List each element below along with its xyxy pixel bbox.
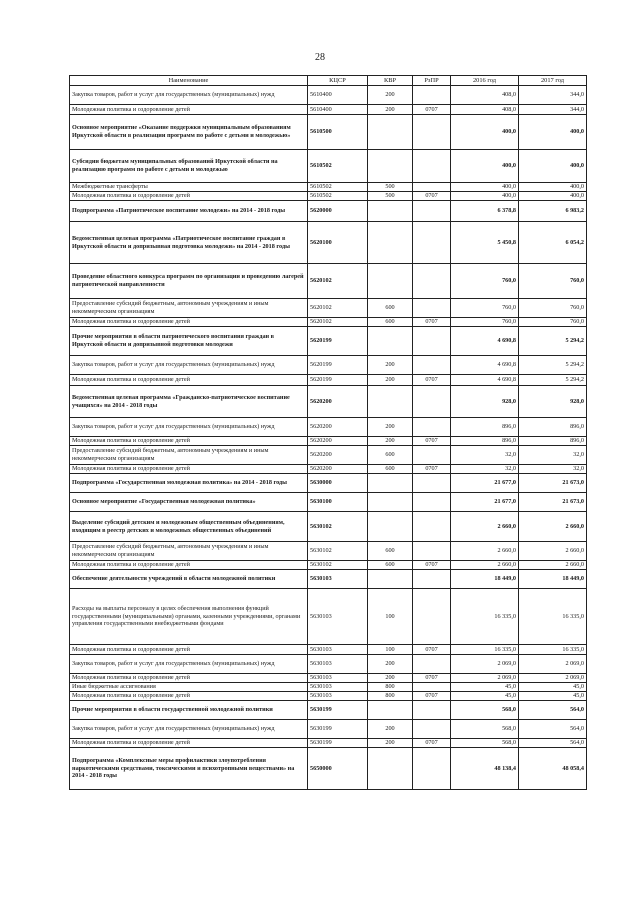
row-rzpr-cell: 0707: [413, 375, 451, 386]
row-kvr-cell: 800: [368, 692, 413, 701]
row-name-cell: Основное мероприятие «Оказание поддержки муниципальным образованиям Иркутской области в реализации программ по работе с детьми и молодежью»: [70, 115, 308, 150]
table-row: [70, 418, 587, 437]
row-kcsr-cell: 5620102: [308, 299, 368, 318]
row-rzpr-cell: 0707: [413, 105, 451, 115]
row-name-cell: Молодежная политика и оздоровление детей: [70, 318, 308, 327]
row-kvr-cell: 100: [368, 645, 413, 655]
row-name-cell: Подпрограмма «Государственная молодежная политика» на 2014 - 2018 годы: [70, 474, 308, 493]
row-name-cell: Выделение субсидий детским и молодежным общественным объединениям, входящим в реестр детских и молодежных общественных объединений: [70, 512, 308, 542]
row-2016-cell: 400,0: [451, 115, 519, 150]
row-rzpr-cell: 0707: [413, 192, 451, 201]
row-kcsr-cell: 5620199: [308, 375, 368, 386]
table-row: [70, 739, 587, 748]
row-kvr-cell: 200: [368, 105, 413, 115]
row-2017-cell: 400,0: [519, 192, 587, 201]
row-name-cell: Закупка товаров, работ и услуг для государственных (муниципальных) нужд: [70, 418, 308, 437]
table-row: [70, 589, 587, 645]
row-2016-cell: 760,0: [451, 264, 519, 299]
row-rzpr-cell: 0707: [413, 645, 451, 655]
table-row: [70, 386, 587, 418]
table-row: [70, 701, 587, 720]
row-kvr-cell: 200: [368, 655, 413, 674]
table-row: [70, 570, 587, 589]
header-2016: 2016 год: [451, 76, 519, 86]
row-2017-cell: 5 294,2: [519, 327, 587, 356]
row-kcsr-cell: 5610502: [308, 183, 368, 192]
table-row: [70, 474, 587, 493]
row-name-cell: Молодежная политика и оздоровление детей: [70, 437, 308, 446]
row-name-cell: Предоставление субсидий бюджетным, автономным учреждениям и иным некоммерческим организациям: [70, 446, 308, 465]
row-kvr-cell: 600: [368, 318, 413, 327]
table-row: [70, 674, 587, 683]
row-kcsr-cell: 5620200: [308, 386, 368, 418]
row-name-cell: Основное мероприятие «Государственная молодежная политика»: [70, 493, 308, 512]
row-kcsr-cell: 5630100: [308, 493, 368, 512]
row-2016-cell: 6 378,8: [451, 201, 519, 222]
row-name-cell: Закупка товаров, работ и услуг для государственных (муниципальных) нужд: [70, 86, 308, 105]
table-body: [70, 86, 587, 790]
row-kvr-cell: 200: [368, 356, 413, 375]
table-row: [70, 327, 587, 356]
row-2017-cell: 2 069,0: [519, 674, 587, 683]
row-rzpr-cell: [413, 327, 451, 356]
row-2017-cell: 16 335,0: [519, 645, 587, 655]
row-2017-cell: 45,0: [519, 692, 587, 701]
row-rzpr-cell: [413, 446, 451, 465]
row-name-cell: Закупка товаров, работ и услуг для государственных (муниципальных) нужд: [70, 356, 308, 375]
row-name-cell: Закупка товаров, работ и услуг для государственных (муниципальных) нужд: [70, 720, 308, 739]
row-2017-cell: 5 294,2: [519, 375, 587, 386]
page-number: 28: [315, 52, 325, 63]
row-kvr-cell: [368, 748, 413, 790]
row-2017-cell: 760,0: [519, 299, 587, 318]
row-kcsr-cell: 5610400: [308, 105, 368, 115]
row-kvr-cell: [368, 474, 413, 493]
row-kcsr-cell: 5620100: [308, 222, 368, 264]
row-rzpr-cell: [413, 748, 451, 790]
row-2016-cell: 4 690,8: [451, 356, 519, 375]
row-2016-cell: 16 335,0: [451, 589, 519, 645]
row-kcsr-cell: 5620102: [308, 318, 368, 327]
header-kvr: КВР: [368, 76, 413, 86]
row-kvr-cell: 600: [368, 446, 413, 465]
table-row: [70, 356, 587, 375]
row-2016-cell: 2 660,0: [451, 542, 519, 561]
row-kvr-cell: 200: [368, 739, 413, 748]
row-kvr-cell: 200: [368, 674, 413, 683]
table-row: [70, 150, 587, 183]
row-kcsr-cell: 5620199: [308, 327, 368, 356]
row-name-cell: Молодежная политика и оздоровление детей: [70, 645, 308, 655]
row-kvr-cell: 100: [368, 589, 413, 645]
row-name-cell: Прочие мероприятия в области государственной молодежной политики: [70, 701, 308, 720]
row-2017-cell: 344,0: [519, 105, 587, 115]
row-kcsr-cell: 5620000: [308, 201, 368, 222]
row-2016-cell: 408,0: [451, 86, 519, 105]
row-2017-cell: 564,0: [519, 720, 587, 739]
row-kvr-cell: 200: [368, 418, 413, 437]
row-name-cell: Иные бюджетные ассигнования: [70, 683, 308, 692]
row-2017-cell: 896,0: [519, 437, 587, 446]
row-2017-cell: 760,0: [519, 318, 587, 327]
row-name-cell: Обеспечение деятельности учреждений в области молодежной политики: [70, 570, 308, 589]
table-row: [70, 201, 587, 222]
row-name-cell: Межбюджетные трансферты: [70, 183, 308, 192]
row-rzpr-cell: 0707: [413, 318, 451, 327]
row-rzpr-cell: [413, 655, 451, 674]
row-2016-cell: 45,0: [451, 683, 519, 692]
table-row: [70, 655, 587, 674]
row-rzpr-cell: 0707: [413, 561, 451, 570]
row-2016-cell: 2 069,0: [451, 674, 519, 683]
row-kvr-cell: 600: [368, 465, 413, 474]
row-2016-cell: 18 449,0: [451, 570, 519, 589]
table-row: [70, 86, 587, 105]
table-row: [70, 105, 587, 115]
row-kvr-cell: [368, 386, 413, 418]
row-kvr-cell: 200: [368, 720, 413, 739]
row-2016-cell: 2 069,0: [451, 655, 519, 674]
row-kvr-cell: 500: [368, 192, 413, 201]
table-row: [70, 493, 587, 512]
row-2016-cell: 408,0: [451, 105, 519, 115]
row-kcsr-cell: 5630199: [308, 720, 368, 739]
row-kvr-cell: [368, 150, 413, 183]
row-2017-cell: 6 054,2: [519, 222, 587, 264]
row-name-cell: Расходы на выплаты персоналу в целях обеспечения выполнения функций государственными (муниципальными) органами, казенными учреждениями, органами управления государственными внебюджетными фондами: [70, 589, 308, 645]
table-row: [70, 720, 587, 739]
row-2016-cell: 4 690,8: [451, 327, 519, 356]
row-2016-cell: 568,0: [451, 701, 519, 720]
row-kcsr-cell: 5630102: [308, 512, 368, 542]
row-rzpr-cell: [413, 86, 451, 105]
row-rzpr-cell: [413, 474, 451, 493]
row-kvr-cell: 600: [368, 542, 413, 561]
row-2016-cell: 32,0: [451, 446, 519, 465]
row-2017-cell: 21 673,0: [519, 474, 587, 493]
row-rzpr-cell: [413, 356, 451, 375]
row-2017-cell: 32,0: [519, 446, 587, 465]
row-kcsr-cell: 5610502: [308, 192, 368, 201]
row-kcsr-cell: 5620102: [308, 264, 368, 299]
row-2016-cell: 400,0: [451, 183, 519, 192]
row-kvr-cell: [368, 264, 413, 299]
row-rzpr-cell: [413, 570, 451, 589]
row-name-cell: Молодежная политика и оздоровление детей: [70, 375, 308, 386]
table-row: [70, 692, 587, 701]
row-kcsr-cell: 5620200: [308, 446, 368, 465]
row-2016-cell: 48 138,4: [451, 748, 519, 790]
row-kcsr-cell: 5630102: [308, 542, 368, 561]
row-2017-cell: 6 983,2: [519, 201, 587, 222]
row-kcsr-cell: 5630103: [308, 589, 368, 645]
row-kcsr-cell: 5610400: [308, 86, 368, 105]
row-2016-cell: 760,0: [451, 299, 519, 318]
row-2017-cell: 564,0: [519, 739, 587, 748]
row-name-cell: Молодежная политика и оздоровление детей: [70, 105, 308, 115]
row-2017-cell: 2 660,0: [519, 542, 587, 561]
row-rzpr-cell: 0707: [413, 739, 451, 748]
header-kcsr: КЦСР: [308, 76, 368, 86]
row-rzpr-cell: [413, 386, 451, 418]
row-2017-cell: 45,0: [519, 683, 587, 692]
row-name-cell: Закупка товаров, работ и услуг для государственных (муниципальных) нужд: [70, 655, 308, 674]
row-name-cell: Молодежная политика и оздоровление детей: [70, 692, 308, 701]
row-2017-cell: 344,0: [519, 86, 587, 105]
table-row: [70, 645, 587, 655]
row-kcsr-cell: 5630103: [308, 645, 368, 655]
row-kcsr-cell: 5610500: [308, 115, 368, 150]
row-name-cell: Ведомственная целевая программа «Гражданско-патриотическое воспитание учащихся» на 2014 - 2018 годы: [70, 386, 308, 418]
table-row: [70, 683, 587, 692]
row-2017-cell: 564,0: [519, 701, 587, 720]
row-name-cell: Прочие мероприятия в области патриотического воспитания граждан в Иркутской области и допризывной подготовки молодежи: [70, 327, 308, 356]
row-2016-cell: 400,0: [451, 150, 519, 183]
row-kvr-cell: 200: [368, 86, 413, 105]
row-name-cell: Проведение областного конкурса программ по организации и проведению лагерей патриотической направленности: [70, 264, 308, 299]
row-kcsr-cell: 5620200: [308, 437, 368, 446]
row-rzpr-cell: [413, 183, 451, 192]
row-name-cell: Подпрограмма «Патриотическое воспитание молодежи» на 2014 - 2018 годы: [70, 201, 308, 222]
row-kvr-cell: [368, 115, 413, 150]
row-2016-cell: 760,0: [451, 318, 519, 327]
row-rzpr-cell: 0707: [413, 692, 451, 701]
table-row: [70, 222, 587, 264]
row-2017-cell: 400,0: [519, 115, 587, 150]
row-2016-cell: 568,0: [451, 720, 519, 739]
row-2017-cell: 16 335,0: [519, 589, 587, 645]
row-rzpr-cell: [413, 542, 451, 561]
row-rzpr-cell: [413, 115, 451, 150]
row-kcsr-cell: 5630000: [308, 474, 368, 493]
row-name-cell: Ведомственная целевая программа «Патриотическое воспитание граждан в Иркутской области и допризывная подготовка молодежи» на 2014 - 2018 годы: [70, 222, 308, 264]
row-rzpr-cell: 0707: [413, 674, 451, 683]
row-name-cell: Предоставление субсидий бюджетным, автономным учреждениям и иным некоммерческим организациям: [70, 542, 308, 561]
row-name-cell: Подпрограмма «Комплексные меры профилактики злоупотребления наркотическими средствами, токсическими и психотропными веществами» на 2014 - 2018 годы: [70, 748, 308, 790]
row-2016-cell: 21 677,0: [451, 474, 519, 493]
row-rzpr-cell: 0707: [413, 465, 451, 474]
row-2016-cell: 16 335,0: [451, 645, 519, 655]
row-2017-cell: 896,0: [519, 418, 587, 437]
row-2016-cell: 45,0: [451, 692, 519, 701]
row-kvr-cell: [368, 222, 413, 264]
row-2016-cell: 21 677,0: [451, 493, 519, 512]
row-2017-cell: 2 660,0: [519, 512, 587, 542]
table-row: [70, 437, 587, 446]
row-2017-cell: 2 660,0: [519, 561, 587, 570]
row-kvr-cell: 800: [368, 683, 413, 692]
row-2016-cell: 400,0: [451, 192, 519, 201]
row-kvr-cell: [368, 201, 413, 222]
table-row: [70, 446, 587, 465]
row-kcsr-cell: 5630103: [308, 674, 368, 683]
row-name-cell: Молодежная политика и оздоровление детей: [70, 192, 308, 201]
row-kcsr-cell: 5630199: [308, 739, 368, 748]
row-kvr-cell: [368, 570, 413, 589]
row-2016-cell: 896,0: [451, 418, 519, 437]
row-name-cell: Молодежная политика и оздоровление детей: [70, 674, 308, 683]
row-kcsr-cell: 5620200: [308, 465, 368, 474]
row-2017-cell: 5 294,2: [519, 356, 587, 375]
row-name-cell: Молодежная политика и оздоровление детей: [70, 739, 308, 748]
header-2017: 2017 год: [519, 76, 587, 86]
row-kcsr-cell: 5630103: [308, 570, 368, 589]
table-row: [70, 192, 587, 201]
row-rzpr-cell: [413, 683, 451, 692]
row-2017-cell: 21 673,0: [519, 493, 587, 512]
row-kvr-cell: [368, 493, 413, 512]
table-row: [70, 465, 587, 474]
row-2017-cell: 928,0: [519, 386, 587, 418]
row-kcsr-cell: 5630103: [308, 692, 368, 701]
row-2016-cell: 32,0: [451, 465, 519, 474]
row-kvr-cell: [368, 327, 413, 356]
row-2016-cell: 568,0: [451, 739, 519, 748]
table-row: [70, 542, 587, 561]
row-2016-cell: 2 660,0: [451, 512, 519, 542]
table-row: [70, 318, 587, 327]
table-row: [70, 748, 587, 790]
row-kcsr-cell: 5630199: [308, 701, 368, 720]
row-name-cell: Субсидии бюджетам муниципальных образований Иркутской области на реализацию программ по работе с детьми и молодежью: [70, 150, 308, 183]
row-2017-cell: 18 449,0: [519, 570, 587, 589]
row-kcsr-cell: 5620199: [308, 356, 368, 375]
row-rzpr-cell: [413, 201, 451, 222]
row-2017-cell: 2 069,0: [519, 655, 587, 674]
row-kcsr-cell: 5630102: [308, 561, 368, 570]
table-row: [70, 375, 587, 386]
row-rzpr-cell: [413, 493, 451, 512]
row-kvr-cell: 200: [368, 437, 413, 446]
row-rzpr-cell: [413, 512, 451, 542]
row-2016-cell: 896,0: [451, 437, 519, 446]
row-2017-cell: 400,0: [519, 150, 587, 183]
row-kvr-cell: 500: [368, 183, 413, 192]
row-name-cell: Молодежная политика и оздоровление детей: [70, 561, 308, 570]
row-rzpr-cell: [413, 299, 451, 318]
row-name-cell: Предоставление субсидий бюджетным, автономным учреждениям и иным некоммерческим организациям: [70, 299, 308, 318]
row-2017-cell: 400,0: [519, 183, 587, 192]
budget-table: [69, 75, 587, 790]
row-rzpr-cell: [413, 264, 451, 299]
row-rzpr-cell: [413, 418, 451, 437]
row-2017-cell: 760,0: [519, 264, 587, 299]
row-2017-cell: 48 058,4: [519, 748, 587, 790]
table-row: [70, 561, 587, 570]
row-kcsr-cell: 5650000: [308, 748, 368, 790]
row-kvr-cell: [368, 701, 413, 720]
row-kvr-cell: 200: [368, 375, 413, 386]
row-kvr-cell: 600: [368, 299, 413, 318]
row-kcsr-cell: 5630103: [308, 683, 368, 692]
row-kvr-cell: [368, 512, 413, 542]
row-kcsr-cell: 5630103: [308, 655, 368, 674]
table-row: [70, 299, 587, 318]
table-row: [70, 183, 587, 192]
row-rzpr-cell: [413, 589, 451, 645]
row-2016-cell: 928,0: [451, 386, 519, 418]
row-rzpr-cell: [413, 222, 451, 264]
row-kcsr-cell: 5620200: [308, 418, 368, 437]
header-name: Наименование: [70, 76, 308, 86]
row-rzpr-cell: [413, 701, 451, 720]
table-header-row: [70, 76, 587, 86]
row-rzpr-cell: 0707: [413, 437, 451, 446]
row-kvr-cell: 600: [368, 561, 413, 570]
row-rzpr-cell: [413, 720, 451, 739]
header-rzpr: РзПР: [413, 76, 451, 86]
row-name-cell: Молодежная политика и оздоровление детей: [70, 465, 308, 474]
row-rzpr-cell: [413, 150, 451, 183]
row-2016-cell: 4 690,8: [451, 375, 519, 386]
table-row: [70, 512, 587, 542]
row-kcsr-cell: 5610502: [308, 150, 368, 183]
row-2017-cell: 32,0: [519, 465, 587, 474]
table-row: [70, 264, 587, 299]
row-2016-cell: 5 450,8: [451, 222, 519, 264]
table-row: [70, 115, 587, 150]
row-2016-cell: 2 660,0: [451, 561, 519, 570]
